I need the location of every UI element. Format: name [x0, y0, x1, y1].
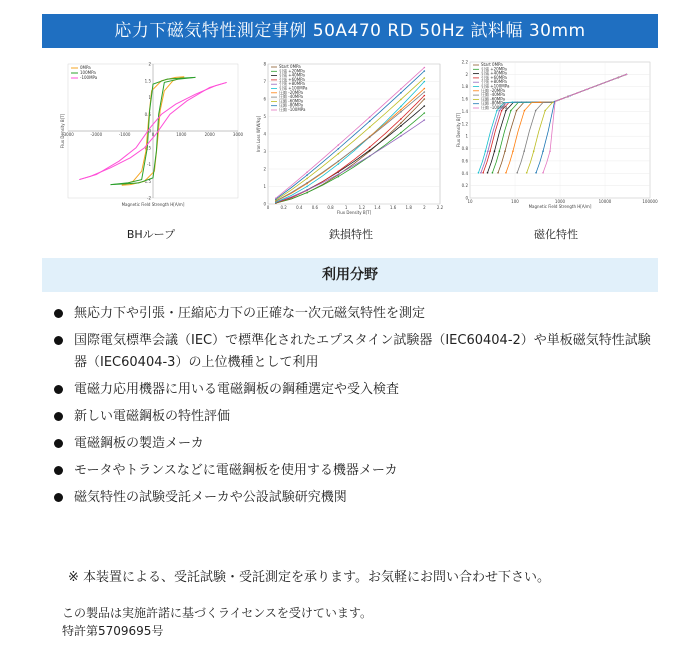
data-point: [400, 135, 402, 137]
license-text: この製品は実施許諾に基づくライセンスを受けています。: [62, 606, 372, 620]
data-point: [275, 197, 277, 199]
x-tick-label: 10000: [598, 199, 612, 204]
y-tick-label: 2: [465, 71, 468, 77]
x-tick-label: 100: [511, 199, 519, 204]
usage-item-text: 新しい電磁鋼板の特性評価: [74, 409, 231, 424]
data-point: [338, 160, 340, 162]
y-tick-label: -2: [147, 195, 151, 201]
legend-label: 圧縮 -100MPa: [279, 107, 306, 112]
usage-item-text: 電磁力応用機器に用いる電磁鋼板の鋼種選定や受入検査: [74, 382, 400, 397]
data-point: [492, 172, 494, 174]
data-point: [424, 95, 426, 97]
y-tick-label: 0.5: [144, 111, 151, 117]
legend-label: 0MPa: [80, 65, 91, 70]
data-point: [533, 150, 535, 152]
data-point: [369, 146, 371, 148]
magnetization-plot: [456, 56, 656, 224]
y-tick-label: 1.4: [461, 108, 468, 114]
data-point: [338, 153, 340, 155]
x-axis-label: Magnetic Field Strength H[A/m]: [528, 204, 592, 209]
data-point: [424, 88, 426, 90]
page-title: 応力下磁気特性測定事例 50A470 RD 50Hz 試料幅 30mm: [114, 21, 586, 41]
x-tick-label: 2.2: [436, 205, 444, 210]
x-tick-label: 1.2: [358, 205, 366, 210]
data-point: [523, 150, 525, 152]
x-tick-label: 1: [344, 205, 348, 210]
data-point: [369, 150, 371, 152]
legend-label: 引張 +60MPa: [279, 76, 305, 82]
data-point: [338, 148, 340, 150]
data-point: [424, 105, 426, 107]
service-note: ※ 本装置による、受託試験・受託測定を承ります。お気軽にお問い合わせ下さい。: [68, 570, 550, 585]
list-item: [50, 303, 660, 325]
data-point: [306, 192, 308, 194]
x-tick-label: 1000: [554, 199, 566, 204]
legend-label: 圧縮 -60MPa: [279, 98, 303, 104]
y-tick-label: 1: [148, 95, 151, 100]
data-point: [512, 101, 514, 103]
x-tick-label: 100000: [642, 199, 658, 204]
legend-label: 引張 +40MPa: [279, 72, 305, 78]
data-point: [400, 111, 402, 113]
bullet-icon: [54, 385, 63, 394]
y-tick-label: 2: [263, 166, 266, 172]
bullet-icon: [54, 336, 63, 345]
data-point: [626, 74, 628, 76]
x-tick-label: -1000: [118, 132, 131, 137]
x-tick-label: 1000: [176, 132, 187, 137]
data-point: [424, 81, 426, 83]
y-tick-label: 3: [263, 149, 266, 154]
patent-number: 特許第5709695号: [62, 624, 164, 638]
bh-loop-caption: BHループ: [126, 228, 176, 241]
data-point: [306, 171, 308, 173]
data-point: [494, 150, 496, 152]
x-tick-label: 1.8: [405, 205, 412, 210]
data-point: [400, 92, 402, 94]
x-tick-label: -3000: [62, 132, 74, 137]
y-tick-label: 0.6: [461, 158, 468, 164]
y-tick-label: 1.8: [461, 84, 468, 90]
y-tick-label: 5: [263, 114, 266, 119]
legend-label: Start 0MPa: [481, 62, 503, 67]
bullet-icon: [54, 309, 63, 318]
charts-row: [56, 56, 656, 246]
y-tick-label: 4: [263, 131, 266, 137]
data-point: [400, 109, 402, 111]
data-point: [516, 172, 518, 174]
y-tick-label: 6: [263, 96, 266, 102]
x-tick-label: 1.6: [389, 205, 397, 210]
data-point: [424, 98, 426, 100]
data-point: [535, 110, 537, 112]
data-point: [400, 88, 402, 90]
y-tick-label: 0.4: [461, 170, 468, 176]
y-tick-label: 1.2: [461, 121, 468, 127]
bh-loop-chart: [56, 56, 246, 246]
legend-label: Start 0MPa: [279, 64, 301, 69]
data-point: [424, 91, 426, 93]
legend-label: 引張 +20MPa: [279, 68, 305, 74]
data-point: [544, 110, 546, 112]
y-tick-label: 8: [263, 61, 266, 67]
legend-label: 引張 +100MPa: [279, 85, 308, 91]
legend-label: 引張 +40MPa: [481, 70, 507, 76]
iron-loss-chart: [256, 56, 446, 246]
x-tick-label: 3000: [232, 132, 244, 137]
data-point: [400, 118, 402, 120]
usage-item-text: 磁気特性の試験受託メーカや公設試験研究機関: [74, 490, 347, 505]
data-point: [424, 67, 426, 69]
x-tick-label: 1.4: [374, 205, 381, 210]
usage-list: [50, 303, 660, 514]
data-point: [497, 172, 499, 174]
data-point: [539, 101, 541, 103]
list-item: [50, 406, 660, 428]
y-tick-label: 0: [263, 201, 266, 207]
x-tick-label: 0.6: [311, 205, 319, 210]
x-tick-label: 2: [423, 205, 426, 210]
usage-section-title: 利用分野: [42, 258, 658, 292]
data-point: [489, 150, 491, 152]
legend-label: 引張 +20MPa: [481, 66, 507, 72]
magnetization-caption: 磁化特性: [534, 228, 578, 241]
x-axis-label: Flux Density B[T]: [336, 210, 372, 215]
data-point: [510, 110, 512, 112]
x-tick-label: 0.8: [327, 205, 334, 210]
legend-label: 圧縮 -40MPa: [481, 92, 505, 98]
data-point: [400, 132, 402, 134]
usage-item-text: モータやトランスなどに電磁鋼板を使用する機器メーカ: [74, 463, 398, 478]
y-tick-label: -1: [147, 162, 151, 167]
legend-label: 引張 +100MPa: [481, 83, 510, 89]
list-item: [50, 379, 660, 401]
legend-label: -100MPa: [80, 75, 98, 80]
data-point: [586, 88, 588, 90]
list-item: [50, 330, 660, 374]
data-point: [482, 172, 484, 174]
x-tick-label: 10: [467, 199, 473, 204]
x-axis-label: Magnetic Field Strength H[A/m]: [121, 202, 185, 207]
usage-item-text: 国際電気標準会議（IEC）で標準化されたエプスタイン試験器（IEC60404-2）や単板磁気特性試験器（IEC60404-3）の上位機種として利用: [74, 333, 651, 370]
x-tick-label: -2000: [90, 132, 103, 137]
bullet-icon: [54, 439, 63, 448]
data-point: [424, 70, 426, 72]
y-tick-label: 1: [263, 184, 266, 189]
list-item: [50, 433, 660, 455]
data-point: [369, 116, 371, 118]
data-point: [524, 110, 526, 112]
y-tick-label: 0.8: [461, 146, 468, 152]
license-notice: [62, 604, 372, 640]
data-point: [338, 163, 340, 165]
data-point: [306, 182, 308, 184]
x-tick-label: 0: [151, 132, 155, 137]
data-point: [338, 144, 340, 146]
data-point: [542, 172, 544, 174]
data-point: [424, 112, 426, 114]
data-point: [338, 173, 340, 175]
y-axis-label: Flux Density B[T]: [60, 113, 65, 149]
legend-label: 引張 +80MPa: [481, 79, 507, 85]
data-point: [400, 122, 402, 124]
legend-label: 圧縮 -60MPa: [481, 96, 505, 102]
bullet-icon: [54, 493, 63, 502]
y-tick-label: 0: [465, 195, 468, 201]
data-point: [499, 150, 501, 152]
data-point: [306, 186, 308, 188]
bullet-icon: [54, 466, 63, 475]
list-item: [50, 487, 660, 509]
data-point: [526, 172, 528, 174]
x-tick-label: 0.2: [280, 205, 287, 210]
legend-label: 100MPa: [80, 70, 96, 75]
data-point: [504, 150, 506, 152]
list-item: [50, 460, 660, 482]
data-point: [516, 110, 518, 112]
legend-label: 圧縮 -20MPa: [481, 87, 505, 93]
data-point: [400, 106, 402, 108]
y-tick-label: 0: [148, 128, 151, 134]
usage-item-text: 電磁鋼板の製造メーカ: [74, 436, 204, 451]
y-tick-label: -0.5: [143, 145, 151, 151]
data-point: [561, 98, 563, 100]
magnetization-chart: [456, 56, 656, 246]
data-point: [338, 170, 340, 172]
legend-label: 圧縮 -40MPa: [279, 94, 303, 100]
data-point: [400, 99, 402, 101]
y-axis-label: Flux Density B[T]: [456, 112, 461, 148]
y-tick-label: 1.6: [461, 96, 468, 102]
data-point: [306, 178, 308, 180]
data-point: [369, 126, 371, 128]
y-tick-label: 2.2: [461, 59, 468, 65]
bh-loop-plot: [56, 56, 246, 224]
data-point: [542, 150, 544, 152]
y-tick-label: 1.5: [144, 78, 151, 84]
data-point: [505, 172, 507, 174]
data-point: [549, 150, 551, 152]
data-point: [306, 189, 308, 191]
usage-item-text: 無応力下や引張・圧縮応力下の正確な一次元磁気特性を測定: [74, 306, 426, 321]
y-tick-label: 1: [465, 133, 468, 139]
data-point: [487, 150, 489, 152]
y-tick-label: -1.5: [143, 178, 151, 184]
legend-label: 引張 +80MPa: [279, 81, 305, 87]
data-point: [480, 172, 482, 174]
data-point: [487, 172, 489, 174]
data-point: [485, 150, 487, 152]
y-tick-label: 7: [263, 79, 266, 84]
data-point: [369, 120, 371, 122]
data-point: [576, 92, 578, 94]
data-point: [424, 77, 426, 79]
data-point: [400, 125, 402, 127]
legend-label: 圧縮 -80MPa: [279, 102, 303, 108]
legend-label: 引張 +60MPa: [481, 74, 507, 80]
y-tick-label: 2: [148, 61, 151, 67]
data-point: [512, 150, 514, 152]
legend-label: 圧縮 -100MPa: [481, 105, 508, 110]
data-point: [338, 176, 340, 178]
y-tick-label: 0.2: [461, 183, 468, 189]
data-point: [369, 136, 371, 138]
data-point: [424, 119, 426, 121]
iron-loss-plot: [256, 56, 446, 224]
x-tick-label: 0.4: [296, 205, 303, 210]
y-axis-label: Iron Loss W[W/kg]: [256, 115, 261, 153]
bullet-icon: [54, 412, 63, 421]
data-point: [306, 174, 308, 176]
x-tick-label: 2000: [204, 132, 215, 137]
legend-label: 圧縮 -20MPa: [279, 89, 303, 95]
legend-label: 圧縮 -80MPa: [481, 100, 505, 106]
data-point: [369, 155, 371, 157]
data-point: [535, 172, 537, 174]
iron-loss-caption: 鉄損特性: [329, 228, 373, 241]
page-title-banner: [42, 14, 658, 48]
data-point: [478, 172, 480, 174]
x-tick-label: 0: [266, 205, 270, 210]
